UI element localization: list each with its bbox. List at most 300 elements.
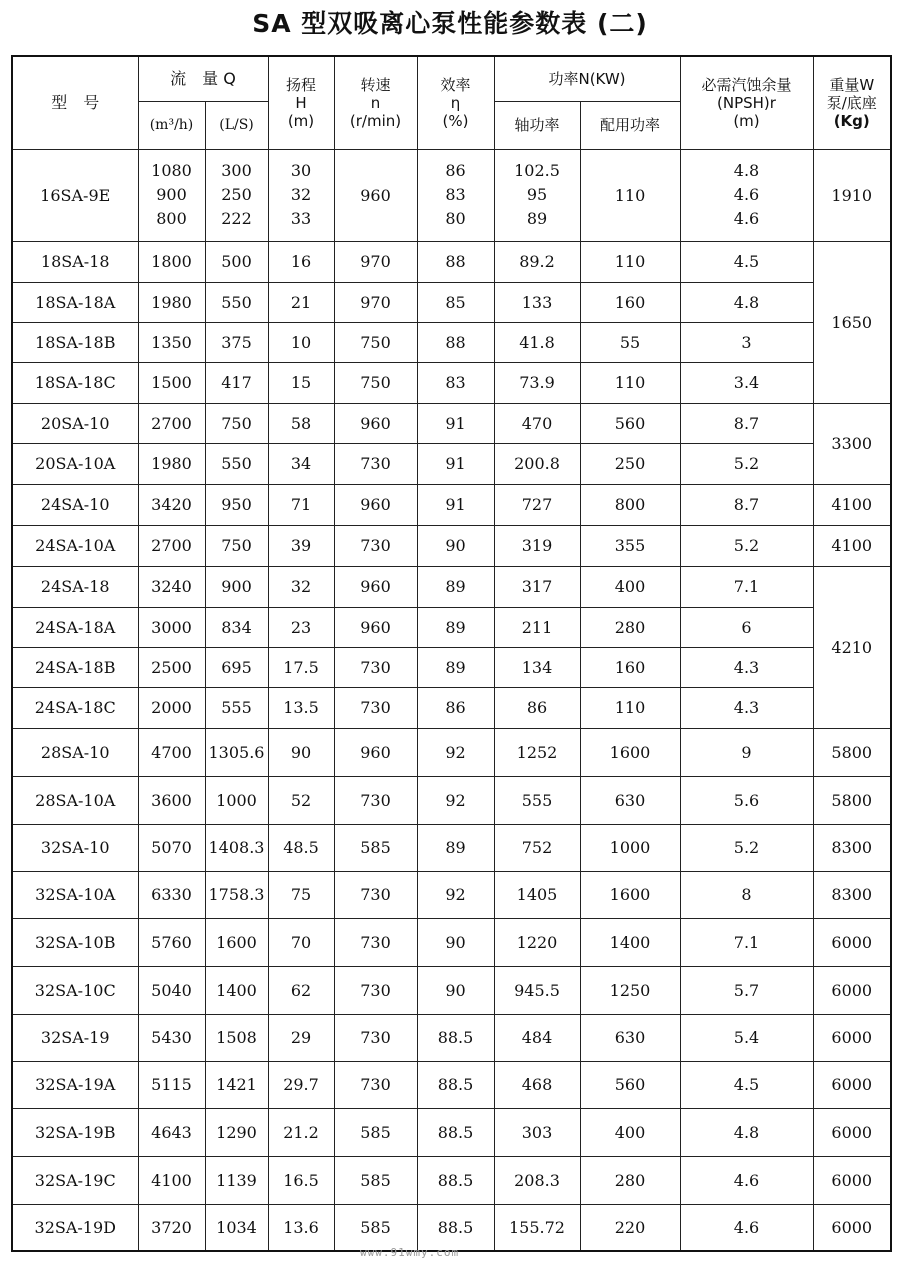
table-row [12,871,891,918]
cell-shaft-power: 752 [494,824,580,871]
cell-motor-power: 160 [580,282,680,322]
pump-spec-table [11,55,892,1252]
cell-flow-m3h: 1980 [138,282,205,322]
cell-flow-ls: 550 [205,282,268,322]
header-motor-power: 配用功率 [580,101,680,149]
cell-head: 29 [268,1014,334,1061]
header-weight-sub: 泵/底座 [826,93,877,112]
watermark: www.91wmy.com [360,1246,460,1259]
cell-weight: 4210 [813,566,891,728]
cell-shaft-power: 133 [494,282,580,322]
cell-head: 16.5 [268,1156,334,1204]
cell-shaft-power: 155.72 [494,1204,580,1251]
cell-flow-m3h: 5070 [138,824,205,871]
cell-model: 16SA-9E [12,149,138,241]
cell-motor-power: 160 [580,647,680,687]
cell-shaft-power: 555 [494,776,580,824]
cell-flow-ls: 834 [205,607,268,647]
cell-model: 24SA-18A [12,607,138,647]
table-body [12,149,891,1251]
cell-weight: 6000 [813,1108,891,1156]
cell-flow-ls: 375 [205,322,268,362]
header-speed [334,56,417,149]
cell-value: 4.6 [733,209,760,228]
table-row [12,241,891,282]
cell-efficiency: 91 [417,403,494,443]
cell-speed: 730 [334,776,417,824]
cell-speed: 585 [334,824,417,871]
cell-head: 32 [268,566,334,607]
cell-efficiency: 88.5 [417,1108,494,1156]
cell-npsh: 8.7 [680,484,813,525]
cell-head: 90 [268,728,334,776]
cell-speed: 970 [334,282,417,322]
cell-head: 34 [268,443,334,484]
cell-efficiency [417,149,494,241]
header-weight-label: 重量W [829,75,875,94]
cell-head: 62 [268,966,334,1014]
cell-head: 21 [268,282,334,322]
cell-model: 32SA-10A [12,871,138,918]
cell-value: 33 [290,209,312,228]
header-npsh-label: 必需汽蚀余量 [701,75,792,94]
table-row [12,403,891,443]
cell-value: 250 [221,185,252,204]
table-row [12,1061,891,1108]
cell-efficiency: 88.5 [417,1156,494,1204]
header-eff-symbol: η [450,93,461,112]
cell-value: 30 [290,161,312,180]
cell-motor-power: 220 [580,1204,680,1251]
cell-model: 24SA-18B [12,647,138,687]
cell-motor-power: 1000 [580,824,680,871]
cell-value: 95 [526,185,548,204]
cell-motor-power: 800 [580,484,680,525]
cell-model: 24SA-10A [12,525,138,566]
cell-flow-m3h: 6330 [138,871,205,918]
table-row [12,647,891,687]
page-title: SA 型双吸离心泵性能参数表 (二) [252,9,648,38]
cell-npsh: 3.4 [680,362,813,403]
cell-weight: 6000 [813,918,891,966]
cell-flow-m3h: 2000 [138,687,205,728]
cell-efficiency: 89 [417,607,494,647]
cell-flow-ls: 750 [205,403,268,443]
cell-motor-power: 1600 [580,728,680,776]
cell-npsh: 4.3 [680,647,813,687]
cell-speed: 730 [334,647,417,687]
cell-value: 89 [526,209,548,228]
cell-flow-m3h: 1980 [138,443,205,484]
cell-npsh: 3 [680,322,813,362]
cell-flow-ls: 900 [205,566,268,607]
cell-motor-power: 560 [580,403,680,443]
cell-weight: 4100 [813,525,891,566]
cell-motor-power: 630 [580,1014,680,1061]
cell-weight: 6000 [813,1014,891,1061]
cell-shaft-power: 317 [494,566,580,607]
cell-head: 29.7 [268,1061,334,1108]
cell-motor-power: 110 [580,362,680,403]
cell-efficiency: 92 [417,871,494,918]
cell-speed: 960 [334,403,417,443]
header-eff-label: 效率 [440,75,471,94]
cell-flow-ls: 1600 [205,918,268,966]
cell-weight: 8300 [813,824,891,871]
cell-flow-m3h: 4100 [138,1156,205,1204]
cell-model: 18SA-18 [12,241,138,282]
cell-efficiency: 85 [417,282,494,322]
cell-value: 4.8 [733,161,760,180]
cell-motor-power: 280 [580,607,680,647]
cell-flow-ls: 950 [205,484,268,525]
cell-flow-ls: 1758.3 [205,871,268,918]
cell-speed: 960 [334,607,417,647]
cell-head: 71 [268,484,334,525]
cell-flow-m3h: 4643 [138,1108,205,1156]
cell-model: 32SA-19 [12,1014,138,1061]
cell-head [268,149,334,241]
cell-efficiency: 92 [417,776,494,824]
cell-motor-power: 630 [580,776,680,824]
cell-weight: 5800 [813,776,891,824]
cell-speed: 730 [334,1061,417,1108]
cell-model: 18SA-18C [12,362,138,403]
cell-motor-power: 1400 [580,918,680,966]
cell-model: 24SA-18 [12,566,138,607]
cell-head: 17.5 [268,647,334,687]
header-speed-symbol: n [370,93,381,112]
table-row [12,1204,891,1251]
table-row [12,443,891,484]
cell-flow-ls: 417 [205,362,268,403]
cell-shaft-power: 41.8 [494,322,580,362]
cell-model: 18SA-18B [12,322,138,362]
cell-value: 1080 [151,161,192,180]
cell-shaft-power: 319 [494,525,580,566]
cell-head: 16 [268,241,334,282]
cell-motor-power: 280 [580,1156,680,1204]
cell-speed: 585 [334,1108,417,1156]
cell-model: 20SA-10 [12,403,138,443]
table-row [12,1156,891,1204]
cell-weight: 6000 [813,1061,891,1108]
cell-weight: 1650 [813,241,891,403]
cell-head: 39 [268,525,334,566]
cell-efficiency: 88 [417,322,494,362]
cell-efficiency: 89 [417,647,494,687]
cell-motor-power: 1600 [580,871,680,918]
cell-npsh: 8.7 [680,403,813,443]
cell-flow-m3h: 5760 [138,918,205,966]
header-flow-m3h: (m³/h) [138,101,205,149]
cell-model: 32SA-19A [12,1061,138,1108]
cell-head: 52 [268,776,334,824]
cell-speed: 960 [334,484,417,525]
cell-npsh: 9 [680,728,813,776]
cell-speed: 730 [334,1014,417,1061]
cell-speed: 730 [334,443,417,484]
cell-speed: 750 [334,322,417,362]
cell-model: 32SA-10 [12,824,138,871]
cell-head: 58 [268,403,334,443]
cell-motor-power: 110 [580,149,680,241]
cell-flow-ls: 550 [205,443,268,484]
cell-flow-m3h: 2700 [138,525,205,566]
cell-model: 32SA-19D [12,1204,138,1251]
cell-flow-m3h: 3720 [138,1204,205,1251]
cell-weight: 6000 [813,966,891,1014]
cell-efficiency: 89 [417,566,494,607]
header-head-unit: (m) [287,111,315,130]
cell-shaft-power: 468 [494,1061,580,1108]
table-row [12,525,891,566]
cell-efficiency: 90 [417,918,494,966]
header-speed-unit: (r/min) [349,111,402,130]
table-row [12,607,891,647]
cell-value: 83 [445,185,466,204]
table-header [12,56,891,149]
table-row [12,776,891,824]
table-row [12,728,891,776]
cell-shaft-power: 1220 [494,918,580,966]
cell-head: 70 [268,918,334,966]
table-row [12,918,891,966]
cell-efficiency: 91 [417,443,494,484]
cell-motor-power: 55 [580,322,680,362]
cell-model: 32SA-19B [12,1108,138,1156]
cell-efficiency: 90 [417,525,494,566]
cell-speed: 730 [334,687,417,728]
cell-model: 28SA-10 [12,728,138,776]
cell-speed: 730 [334,918,417,966]
header-model: 型 号 [12,56,138,149]
cell-flow-ls: 500 [205,241,268,282]
table-row [12,687,891,728]
table-row [12,149,891,241]
cell-shaft-power: 484 [494,1014,580,1061]
cell-npsh: 5.2 [680,525,813,566]
cell-efficiency: 88 [417,241,494,282]
cell-flow-ls: 750 [205,525,268,566]
cell-speed: 730 [334,525,417,566]
header-eff-unit: (%) [442,111,469,130]
cell-flow-ls: 695 [205,647,268,687]
cell-efficiency: 86 [417,687,494,728]
cell-npsh: 4.8 [680,282,813,322]
cell-head: 48.5 [268,824,334,871]
cell-npsh: 4.8 [680,1108,813,1156]
cell-model: 24SA-18C [12,687,138,728]
cell-model: 20SA-10A [12,443,138,484]
cell-npsh: 5.2 [680,824,813,871]
cell-speed: 970 [334,241,417,282]
cell-shaft-power: 1252 [494,728,580,776]
cell-npsh: 5.2 [680,443,813,484]
cell-speed: 730 [334,871,417,918]
cell-weight: 1910 [813,149,891,241]
table-row [12,566,891,607]
cell-head: 13.6 [268,1204,334,1251]
cell-value: 800 [156,209,187,228]
cell-speed: 585 [334,1204,417,1251]
cell-speed: 960 [334,149,417,241]
header-weight [813,56,891,149]
cell-efficiency: 88.5 [417,1204,494,1251]
header-head-label: 扬程 [285,75,316,94]
header-weight-unit: (Kg) [833,111,870,130]
cell-head: 23 [268,607,334,647]
table-row [12,1108,891,1156]
cell-flow-m3h: 1350 [138,322,205,362]
cell-flow-ls: 1421 [205,1061,268,1108]
table-row [12,484,891,525]
cell-flow-m3h: 5040 [138,966,205,1014]
cell-shaft-power: 1405 [494,871,580,918]
header-efficiency [417,56,494,149]
cell-flow-m3h [138,149,205,241]
cell-head: 21.2 [268,1108,334,1156]
cell-efficiency: 89 [417,824,494,871]
cell-flow-ls: 1305.6 [205,728,268,776]
cell-flow-m3h: 1800 [138,241,205,282]
cell-model: 24SA-10 [12,484,138,525]
cell-speed: 750 [334,362,417,403]
cell-model: 18SA-18A [12,282,138,322]
cell-model: 32SA-10B [12,918,138,966]
cell-flow-m3h: 1500 [138,362,205,403]
cell-value: 86 [445,161,466,180]
cell-weight: 6000 [813,1156,891,1204]
cell-shaft-power: 303 [494,1108,580,1156]
table-row [12,322,891,362]
cell-value: 32 [290,185,312,204]
cell-motor-power: 400 [580,1108,680,1156]
cell-head: 75 [268,871,334,918]
cell-shaft-power: 200.8 [494,443,580,484]
cell-speed: 585 [334,1156,417,1204]
cell-motor-power: 355 [580,525,680,566]
cell-value: 102.5 [514,161,560,180]
cell-efficiency: 88.5 [417,1061,494,1108]
cell-flow-ls: 555 [205,687,268,728]
cell-efficiency: 90 [417,966,494,1014]
cell-motor-power: 400 [580,566,680,607]
cell-motor-power: 250 [580,443,680,484]
cell-weight: 3300 [813,403,891,484]
cell-npsh: 4.6 [680,1204,813,1251]
cell-npsh: 5.7 [680,966,813,1014]
table-row [12,1014,891,1061]
cell-efficiency: 88.5 [417,1014,494,1061]
cell-flow-ls [205,149,268,241]
table-row [12,282,891,322]
header-head [268,56,334,149]
cell-shaft-power: 727 [494,484,580,525]
cell-shaft-power: 73.9 [494,362,580,403]
header-shaft-power: 轴功率 [494,101,580,149]
cell-value: 900 [156,185,187,204]
cell-shaft-power: 945.5 [494,966,580,1014]
cell-flow-m3h: 2700 [138,403,205,443]
header-flow-ls: (L/S) [205,101,268,149]
table-row [12,824,891,871]
cell-flow-m3h: 5115 [138,1061,205,1108]
cell-weight: 5800 [813,728,891,776]
cell-motor-power: 110 [580,241,680,282]
table-row [12,362,891,403]
cell-weight: 4100 [813,484,891,525]
cell-model: 28SA-10A [12,776,138,824]
cell-npsh: 4.6 [680,1156,813,1204]
cell-motor-power: 110 [580,687,680,728]
cell-flow-ls: 1408.3 [205,824,268,871]
cell-flow-m3h: 4700 [138,728,205,776]
cell-npsh: 5.4 [680,1014,813,1061]
cell-value: 300 [221,161,252,180]
cell-flow-m3h: 3420 [138,484,205,525]
cell-flow-ls: 1508 [205,1014,268,1061]
cell-shaft-power: 470 [494,403,580,443]
cell-shaft-power: 86 [494,687,580,728]
header-npsh-symbol: (NPSH)r [717,93,776,112]
cell-flow-ls: 1290 [205,1108,268,1156]
cell-npsh: 4.5 [680,241,813,282]
cell-npsh: 5.6 [680,776,813,824]
cell-npsh: 6 [680,607,813,647]
header-flow: 流 量 Q [138,56,268,101]
cell-flow-ls: 1034 [205,1204,268,1251]
cell-model: 32SA-10C [12,966,138,1014]
cell-model: 32SA-19C [12,1156,138,1204]
cell-speed: 730 [334,966,417,1014]
header-head-symbol: H [295,93,307,112]
cell-flow-m3h: 5430 [138,1014,205,1061]
cell-shaft-power: 211 [494,607,580,647]
header-speed-label: 转速 [360,75,391,94]
header-npsh-unit: (m) [733,111,760,130]
header-npsh [680,56,813,149]
cell-npsh: 7.1 [680,918,813,966]
cell-npsh: 7.1 [680,566,813,607]
cell-motor-power: 560 [580,1061,680,1108]
cell-flow-ls: 1400 [205,966,268,1014]
cell-value: 222 [221,209,252,228]
cell-efficiency: 92 [417,728,494,776]
cell-npsh [680,149,813,241]
cell-weight: 6000 [813,1204,891,1251]
cell-flow-m3h: 2500 [138,647,205,687]
cell-shaft-power: 208.3 [494,1156,580,1204]
header-power: 功率N(KW) [494,56,680,101]
cell-head: 10 [268,322,334,362]
cell-value: 80 [445,209,466,228]
cell-npsh: 4.5 [680,1061,813,1108]
cell-motor-power: 1250 [580,966,680,1014]
cell-flow-ls: 1139 [205,1156,268,1204]
cell-flow-m3h: 3000 [138,607,205,647]
cell-flow-ls: 1000 [205,776,268,824]
cell-shaft-power: 134 [494,647,580,687]
cell-shaft-power [494,149,580,241]
cell-head: 15 [268,362,334,403]
cell-efficiency: 91 [417,484,494,525]
cell-flow-m3h: 3600 [138,776,205,824]
cell-npsh: 4.3 [680,687,813,728]
cell-speed: 960 [334,728,417,776]
cell-speed: 960 [334,566,417,607]
cell-flow-m3h: 3240 [138,566,205,607]
